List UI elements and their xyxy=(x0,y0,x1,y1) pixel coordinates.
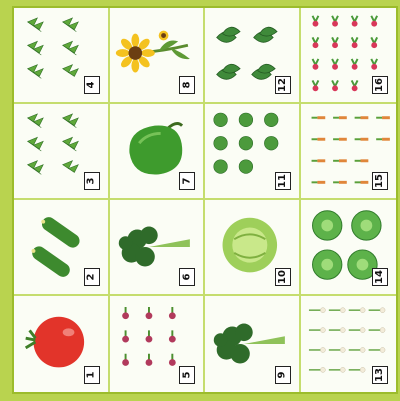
cell-number-label xyxy=(275,172,291,190)
cell-number: 13 xyxy=(373,368,385,382)
cell-number-label xyxy=(275,268,291,286)
cell-number-label xyxy=(179,366,195,384)
cell-number: 6 xyxy=(181,273,192,281)
cell-number: 15 xyxy=(373,174,385,188)
grid-cell-9 xyxy=(205,296,301,392)
cell-number-label xyxy=(372,172,388,190)
grid-cell-15 xyxy=(301,104,397,200)
grid-cell-8 xyxy=(110,8,206,104)
cell-number: 5 xyxy=(181,371,192,379)
cell-number: 7 xyxy=(181,177,192,185)
cell-number-label xyxy=(84,172,100,190)
cell-number: 9 xyxy=(276,371,288,379)
square-foot-garden-grid xyxy=(12,6,398,394)
grid-cell-14 xyxy=(301,200,397,296)
cell-number: 8 xyxy=(181,81,192,89)
cell-number: 12 xyxy=(276,78,288,92)
grid-cell-13 xyxy=(301,296,397,392)
cell-number-label xyxy=(275,76,291,94)
cell-number-label xyxy=(372,366,388,384)
cell-number-label xyxy=(179,76,195,94)
grid-cell-7 xyxy=(110,104,206,200)
cell-number: 16 xyxy=(373,78,385,92)
grid-cell-4 xyxy=(14,8,110,104)
cell-number: 2 xyxy=(85,273,97,281)
grid-cell-3 xyxy=(14,104,110,200)
cell-number-label xyxy=(372,268,388,286)
grid-cell-16 xyxy=(301,8,397,104)
cell-number-label xyxy=(84,76,100,94)
grid-cell-1 xyxy=(14,296,110,392)
cell-number-label xyxy=(179,268,195,286)
cell-number-label xyxy=(179,172,195,190)
grid-cell-11 xyxy=(205,104,301,200)
grid-cell-2 xyxy=(14,200,110,296)
grid-cell-12 xyxy=(205,8,301,104)
cell-number-label xyxy=(84,268,100,286)
cell-number: 14 xyxy=(373,270,385,284)
cell-number: 1 xyxy=(85,371,97,379)
cell-number: 4 xyxy=(85,81,97,89)
grid-cell-5 xyxy=(110,296,206,392)
cell-number-label xyxy=(84,366,100,384)
cell-number: 11 xyxy=(276,174,288,188)
cell-number: 10 xyxy=(276,270,288,284)
cell-number-label xyxy=(372,76,388,94)
cell-number-label xyxy=(275,366,291,384)
grid-cell-10 xyxy=(205,200,301,296)
cell-number: 3 xyxy=(85,177,97,185)
grid-cell-6 xyxy=(110,200,206,296)
